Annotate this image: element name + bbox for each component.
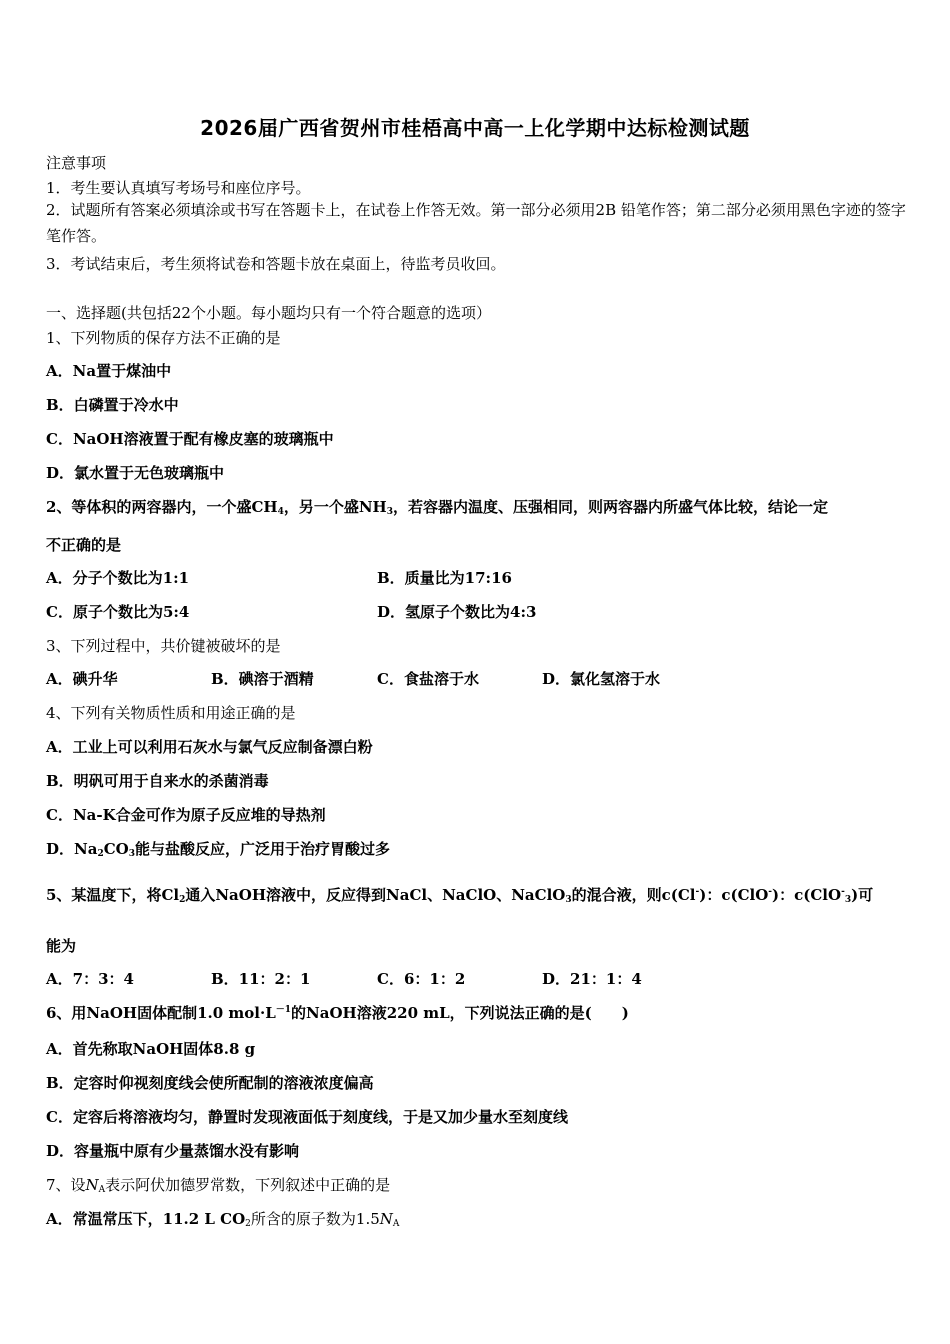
question-6-stem: 6、用NaOH固体配制1.0 $mol\cdot L^{-1}$的NaOH溶液220 mL，下列说法正确的是( ) xyxy=(46,1004,629,1022)
q1-option-b: B．白磷置于冷水中 xyxy=(46,396,179,414)
question-7-stem: 7、设$N_A$表示阿伏加德罗常数，下列叙述中正确的是 xyxy=(46,1176,391,1195)
q6-option-c: C．定容后将溶液均匀，静置时发现液面低于刻度线，于是又加少量水至刻度线 xyxy=(46,1108,568,1126)
q3-option-b: B．碘溶于酒精 xyxy=(211,670,314,688)
note-item: 3．考试结束后，考生须将试卷和答题卡放在桌面上，待监考员收回。 xyxy=(46,255,506,273)
q4-option-d: D．$Na_2CO_3$能与盐酸反应，广泛用于治疗胃酸过多 xyxy=(46,840,391,859)
question-5-stem-cont: 能为 xyxy=(46,937,77,955)
q4-option-b: B．明矾可用于自来水的杀菌消毒 xyxy=(46,772,269,790)
question-1-stem: 1、下列物质的保存方法不正确的是 xyxy=(46,329,281,347)
q5-option-a: A．7：3：4 xyxy=(46,970,134,988)
page-title: 2026届广西省贺州市桂梧高中高一上化学期中达标检测试题 xyxy=(200,116,750,140)
q2-option-b: B．质量比为17:16 xyxy=(377,569,512,587)
q1-option-d: D．氯水置于无色玻璃瓶中 xyxy=(46,464,225,482)
question-5-stem: 5、某温度下，将$Cl_2$通入NaOH溶液中，反应得到NaCl、NaClO、NaClO$_3$的混合液，则c(Cl-)：c(ClO-)：c(ClO-$_3$)可 xyxy=(46,886,874,905)
q4-option-a: A．工业上可以利用石灰水与氯气反应制备漂白粉 xyxy=(46,738,373,756)
q2-option-d: D．氢原子个数比为4:3 xyxy=(377,603,537,621)
q5-option-c: C．6：1：2 xyxy=(377,970,466,988)
q4-option-c: C．Na-K合金可作为原子反应堆的导热剂 xyxy=(46,806,326,824)
q1-option-c: C．NaOH溶液置于配有橡皮塞的玻璃瓶中 xyxy=(46,430,334,448)
q5-option-b: B．11：2：1 xyxy=(211,970,311,988)
q7-option-a: A．常温常压下，11.2 L $CO_2$所含的原子数为$1.5N_A$ xyxy=(46,1210,400,1229)
notes-heading: 注意事项 xyxy=(46,154,107,172)
question-2-stem-cont: 不正确的是 xyxy=(46,536,122,554)
note-item: 2．试题所有答案必须填涂或书写在答题卡上，在试卷上作答无效。第一部分必须用2B 铅笔作答；第二部分必须用黑色字迹的签字笔作答。 xyxy=(46,201,906,245)
question-4-stem: 4、下列有关物质性质和用途正确的是 xyxy=(46,704,296,722)
question-2-stem: 2、等体积的两容器内，一个盛$CH_4$，另一个盛$NH_3$，若容器内温度、压强相同，则两容器内所盛气体比较，结论一定 xyxy=(46,498,828,517)
question-3-stem: 3、下列过程中，共价键被破坏的是 xyxy=(46,637,281,655)
q6-option-a: A．首先称取NaOH固体8.8 g xyxy=(46,1040,256,1058)
note-item: 1．考生要认真填写考场号和座位序号。 xyxy=(46,179,311,197)
q2-option-c: C．原子个数比为5:4 xyxy=(46,603,190,621)
q3-option-d: D．氯化氢溶于水 xyxy=(542,670,661,688)
section-heading: 一、选择题(共包括22个小题。每小题均只有一个符合题意的选项） xyxy=(46,304,491,322)
q3-option-c: C．食盐溶于水 xyxy=(377,670,479,688)
q6-option-d: D．容量瓶中原有少量蒸馏水没有影响 xyxy=(46,1142,300,1160)
q5-option-d: D．21：1：4 xyxy=(542,970,642,988)
q2-option-a: A．分子个数比为1:1 xyxy=(46,569,190,587)
q6-option-b: B．定容时仰视刻度线会使所配制的溶液浓度偏高 xyxy=(46,1074,374,1092)
q3-option-a: A．碘升华 xyxy=(46,670,118,688)
q1-option-a: A．Na置于煤油中 xyxy=(46,362,172,380)
